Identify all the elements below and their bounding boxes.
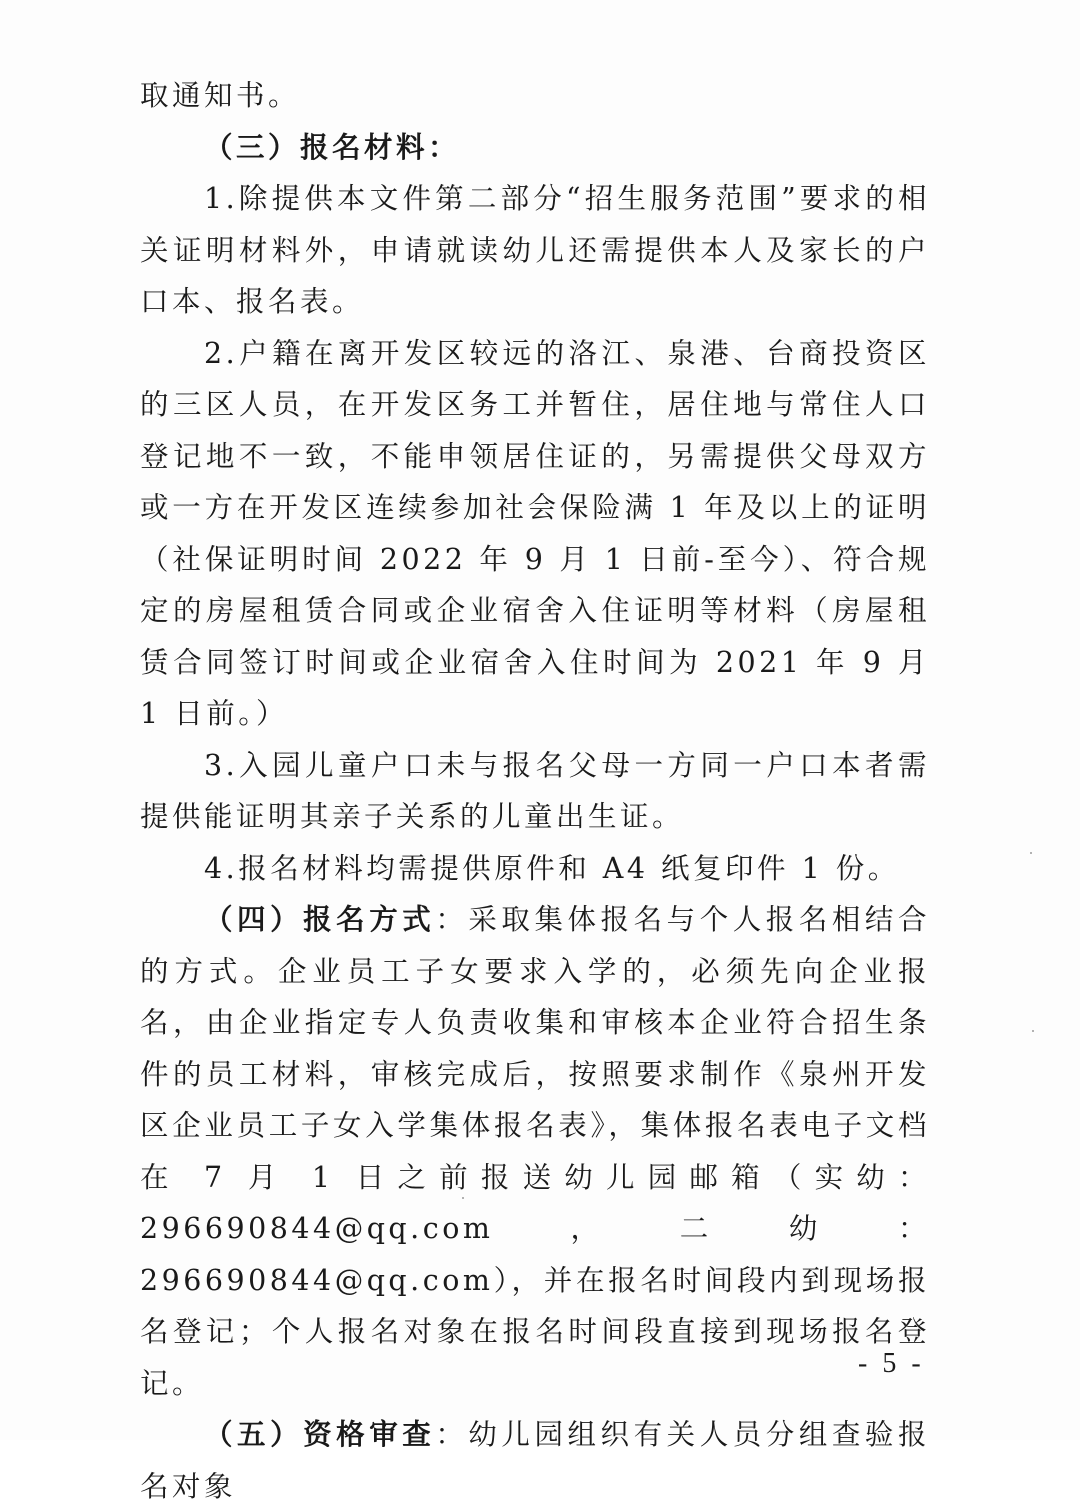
section-heading-qualification-review: （五）资格审查: [204, 1417, 436, 1451]
paragraph-continuation: 取通知书。: [140, 79, 301, 112]
paragraph-item-2: 2.户籍在离开发区较远的洛江、泉港、台商投资区的三区人员，在开发区务工并暂住，居住地与常住人口登记地不一致，不能申领居住证的，另需提供父母双方或一方在开发区连续参加社会保险满 1 年及以上的证明（社保证明时间 2022 年 9 月 1 日前-至今）、符合规定的房屋租赁合同或企业宿舍入住证明等材料（房屋租赁合同签订时间或企业宿舍入住时间为 2021 年 9 月 1 日前。）: [140, 336, 930, 730]
scan-speck: [1030, 852, 1032, 854]
document-body: [140, 70, 930, 1512]
paragraph-item-1: 1.除提供本文件第二部分“招生服务范围”要求的相关证明材料外，申请就读幼儿还需提供本人及家长的户口本、报名表。: [140, 182, 930, 318]
paragraph-item-4: 4.报名材料均需提供原件和 A4 纸复印件 1 份。: [204, 851, 900, 885]
page-number: - 5 -: [858, 1348, 925, 1379]
section-heading-registration-method: （四）报名方式: [204, 902, 436, 936]
scan-speck: [1032, 1030, 1034, 1032]
paragraph-item-3: 3.入园儿童户口未与报名父母一方同一户口本者需提供能证明其亲子关系的儿童出生证。: [140, 748, 930, 833]
scan-speck: [462, 1197, 464, 1199]
paragraph-qualification-review: [140, 1409, 930, 1512]
section-heading-materials: （三）报名材料：: [204, 129, 461, 164]
registration-method-text: ：采取集体报名与个人报名相结合的方式。企业员工子女要求入学的，必须先向企业报名，由企业指定专人负责收集和审核本企业符合招生条件的员工材料，审核完成后，按照要求制作《泉州开发区企业员工子女入学集体报名表》，集体报名表电子文档在 7 月 1 日之前报送幼儿园邮箱（实幼：296690844@qq.com，二幼：296690844@qq.com），并在报名时间段内到现场报名登记；个人报名对象在报名时间段直接到现场报名登记。: [140, 903, 930, 1400]
qualification-review-text: ：幼儿园组织有关人员分组查验报名对象: [140, 1418, 930, 1503]
paragraph-registration-method: [140, 894, 930, 1409]
